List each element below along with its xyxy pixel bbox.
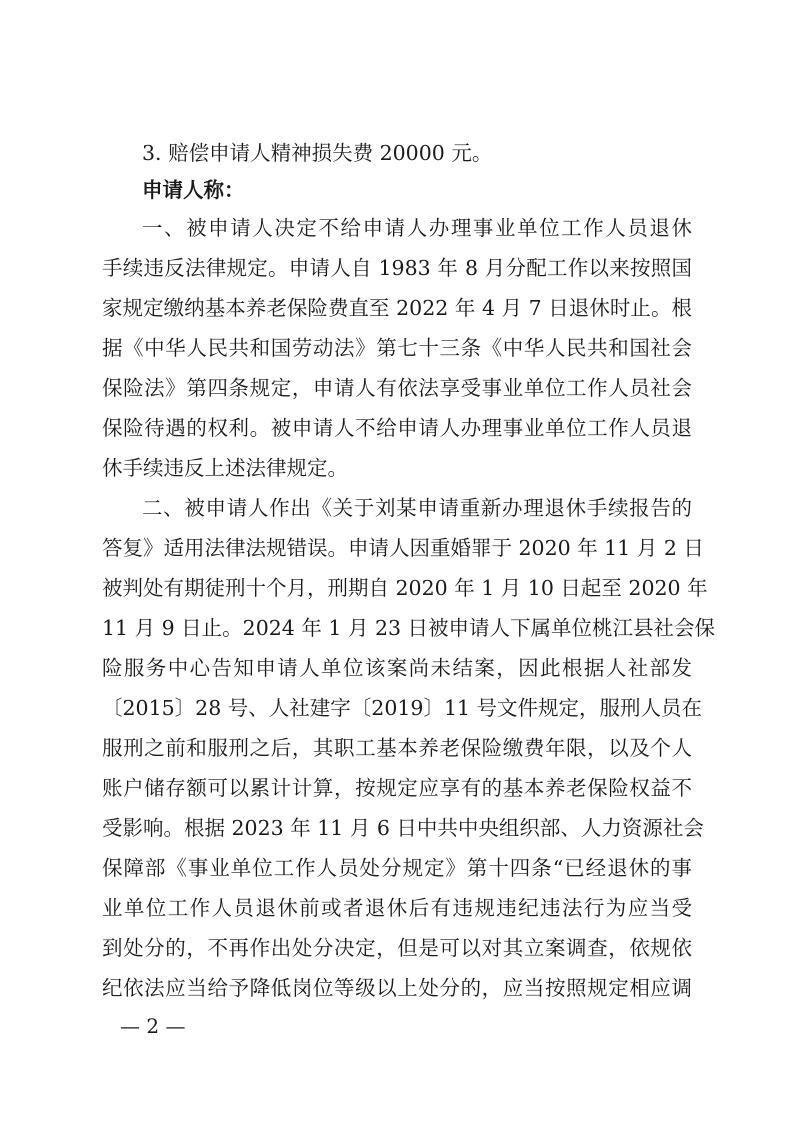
paragraph-1-line: 手续违反法律规定。申请人自 1983 年 8 月分配工作以来按照国 <box>102 256 692 280</box>
paragraph-1-line: 家规定缴纳基本养老保险费直至 2022 年 4 月 7 日退休时止。根 <box>102 296 692 320</box>
paragraph-2-line: 到处分的，不再作出处分决定，但是可以对其立案调查，依规依 <box>102 936 692 960</box>
paragraph-2-line: 二、被申请人作出《关于刘某申请重新办理退休手续报告的 <box>142 496 692 520</box>
paragraph-1-line: 保险法》第四条规定，申请人有依法享受事业单位工作人员社会 <box>102 376 692 400</box>
claim-item-3: 3. 赔偿申请人精神损失费 20000 元。 <box>142 141 493 165</box>
section-heading: 申请人称： <box>142 178 245 202</box>
paragraph-1-line: 一、被申请人决定不给申请人办理事业单位工作人员退休 <box>142 216 692 240</box>
paragraph-2-line: 11 月 9 日止。2024 年 1 月 23 日被申请人下属单位桃江县社会保 <box>102 616 716 640</box>
paragraph-2-line: 〔2015〕28 号、人社建字〔2019〕11 号文件规定，服刑人员在 <box>102 696 703 720</box>
paragraph-2-line: 纪依法应当给予降低岗位等级以上处分的，应当按照规定相应调 <box>102 976 692 1000</box>
paragraph-1-line: 保险待遇的权利。被申请人不给申请人办理事业单位工作人员退 <box>102 416 692 440</box>
paragraph-2-line: 业单位工作人员退休前或者退休后有违规违纪违法行为应当受 <box>102 896 692 920</box>
paragraph-1-line: 据《中华人民共和国劳动法》第七十三条《中华人民共和国社会 <box>102 336 692 360</box>
paragraph-2-line: 服刑之前和服刑之后，其职工基本养老保险缴费年限，以及个人 <box>102 736 692 760</box>
paragraph-1-line: 休手续违反上述法律规定。 <box>102 456 348 480</box>
paragraph-2-line: 险服务中心告知申请人单位该案尚未结案，因此根据人社部发 <box>102 656 692 680</box>
paragraph-2-line: 账户储存额可以累计计算，按规定应享有的基本养老保险权益不 <box>102 776 692 800</box>
page-number: — 2 — <box>120 1014 186 1038</box>
paragraph-2-line: 保障部《事业单位工作人员处分规定》第十四条“已经退休的事 <box>102 856 692 880</box>
paragraph-2-line: 被判处有期徒刑十个月，刑期自 2020 年 1 月 10 日起至 2020 年 <box>102 576 708 600</box>
paragraph-2-line: 答复》适用法律法规错误。申请人因重婚罪于 2020 年 11 月 2 日 <box>102 536 704 560</box>
paragraph-2-line: 受影响。根据 2023 年 11 月 6 日中共中央组织部、人力资源社会 <box>102 816 704 840</box>
